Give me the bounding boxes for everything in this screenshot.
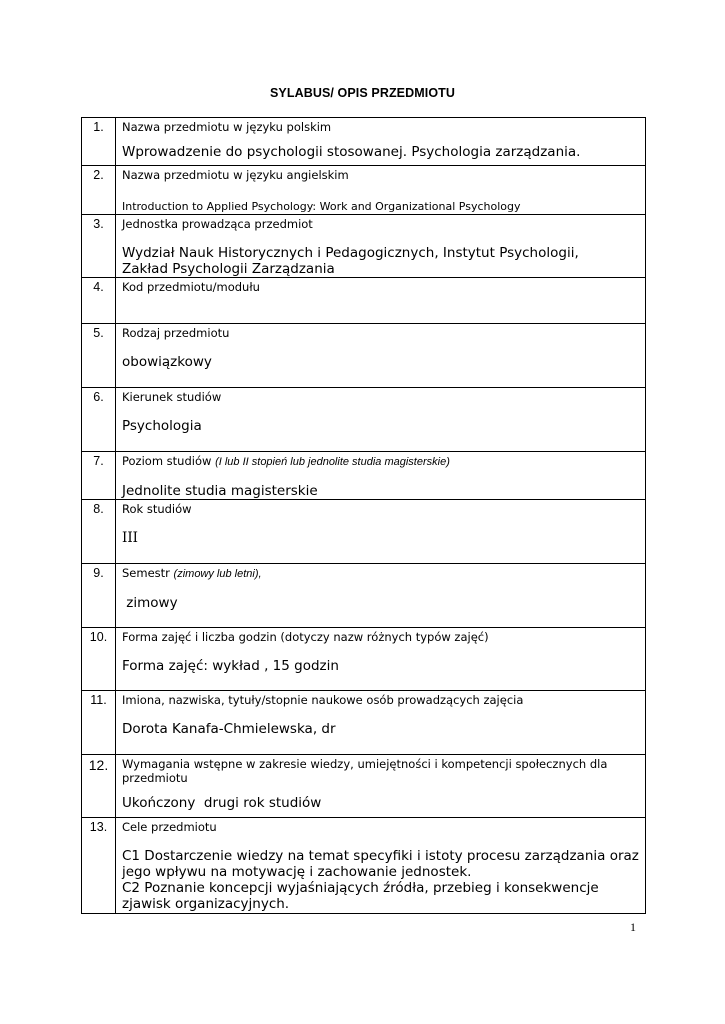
field-value: obowiązkowy <box>122 354 212 370</box>
row-number: 2. <box>82 166 116 215</box>
table-row <box>82 564 646 628</box>
row-content <box>116 215 646 278</box>
field-label-text: Poziom studiów <box>122 454 212 468</box>
row-number: 8. <box>82 500 116 564</box>
row-content <box>116 500 646 564</box>
row-number: 4. <box>82 278 116 324</box>
table-row <box>82 500 646 564</box>
table-row <box>82 118 646 166</box>
row-content <box>116 118 646 166</box>
field-value: Psychologia <box>122 418 202 434</box>
table-row <box>82 755 646 818</box>
field-label: Jednostka prowadząca przedmiot <box>122 217 313 231</box>
field-value: zimowy <box>122 595 178 611</box>
page-number: 1 <box>630 920 636 934</box>
row-number: 9. <box>82 564 116 628</box>
row-number: 13. <box>82 818 116 914</box>
field-hint: (zimowy lub letni), <box>173 568 262 580</box>
field-hint: (I lub II stopień lub jednolite studia magisterskie) <box>215 456 450 468</box>
document-title: SYLABUS/ OPIS PRZEDMIOTU <box>269 86 456 100</box>
field-label: Rodzaj przedmiotu <box>122 326 230 340</box>
table-row <box>82 691 646 755</box>
row-content <box>116 564 646 628</box>
row-content <box>116 388 646 452</box>
field-label: Nazwa przedmiotu w języku angielskim <box>122 168 349 182</box>
field-value: III <box>122 530 138 546</box>
field-label: Nazwa przedmiotu w języku polskim <box>122 120 332 134</box>
field-value: Dorota Kanafa-Chmielewska, dr <box>122 721 336 737</box>
field-label: Kod przedmiotu/modułu <box>122 280 260 294</box>
row-number: 12. <box>82 755 116 818</box>
field-value: Forma zajęć: wykład , 15 godzin <box>122 658 339 674</box>
field-value: C1 Dostarczenie wiedzy na temat specyfiki i istoty procesu zarządzania oraz jego wpływu na motywację i zachowanie jednostek. <box>122 848 639 880</box>
field-label <box>122 454 639 469</box>
row-content <box>116 166 646 215</box>
field-value: Wydział Nauk Historycznych i Pedagogicznych, Instytut Psychologii, <box>122 245 579 261</box>
field-value: Ukończony drugi rok studiów <box>122 795 322 811</box>
field-value-line2: C2 Poznanie koncepcji wyjaśniających źródła, przebieg i konsekwencje zjawisk organizacyjnych. <box>122 880 599 912</box>
field-label: Wymagania wstępne w zakresie wiedzy, umiejętności i kompetencji społecznych dla przedmiotu <box>122 757 608 785</box>
table-row <box>82 818 646 914</box>
row-number: 6. <box>82 388 116 452</box>
field-label: Cele przedmiotu <box>122 820 217 834</box>
field-label: Kierunek studiów <box>122 390 222 404</box>
field-label <box>122 566 639 581</box>
row-content <box>116 278 646 324</box>
row-content <box>116 324 646 388</box>
row-content <box>116 691 646 755</box>
field-value-line2: Zakład Psychologii Zarządzania <box>122 261 335 277</box>
table-row <box>82 278 646 324</box>
table-row <box>82 388 646 452</box>
field-label: Imiona, nazwiska, tytuły/stopnie naukowe osób prowadzących zajęcia <box>122 693 524 707</box>
field-value: Introduction to Applied Psychology: Work and Organizational Psychology <box>122 200 521 213</box>
field-label: Forma zajęć i liczba godzin (dotyczy nazw różnych typów zajęć) <box>122 630 489 644</box>
row-content <box>116 755 646 818</box>
table-row <box>82 324 646 388</box>
field-value: Jednolite studia magisterskie <box>122 483 318 499</box>
syllabus-table <box>81 117 646 914</box>
field-label: Rok studiów <box>122 502 192 516</box>
table-row <box>82 452 646 500</box>
row-number: 1. <box>82 118 116 166</box>
row-number: 3. <box>82 215 116 278</box>
row-number: 7. <box>82 452 116 500</box>
row-content <box>116 628 646 691</box>
field-label-text: Semestr <box>122 566 170 580</box>
row-content <box>116 452 646 500</box>
row-content <box>116 818 646 914</box>
row-number: 11. <box>82 691 116 755</box>
row-number: 10. <box>82 628 116 691</box>
table-row <box>82 215 646 278</box>
table-row <box>82 166 646 215</box>
table-row <box>82 628 646 691</box>
row-number: 5. <box>82 324 116 388</box>
field-value: Wprowadzenie do psychologii stosowanej. Psychologia zarządzania. <box>122 144 581 160</box>
